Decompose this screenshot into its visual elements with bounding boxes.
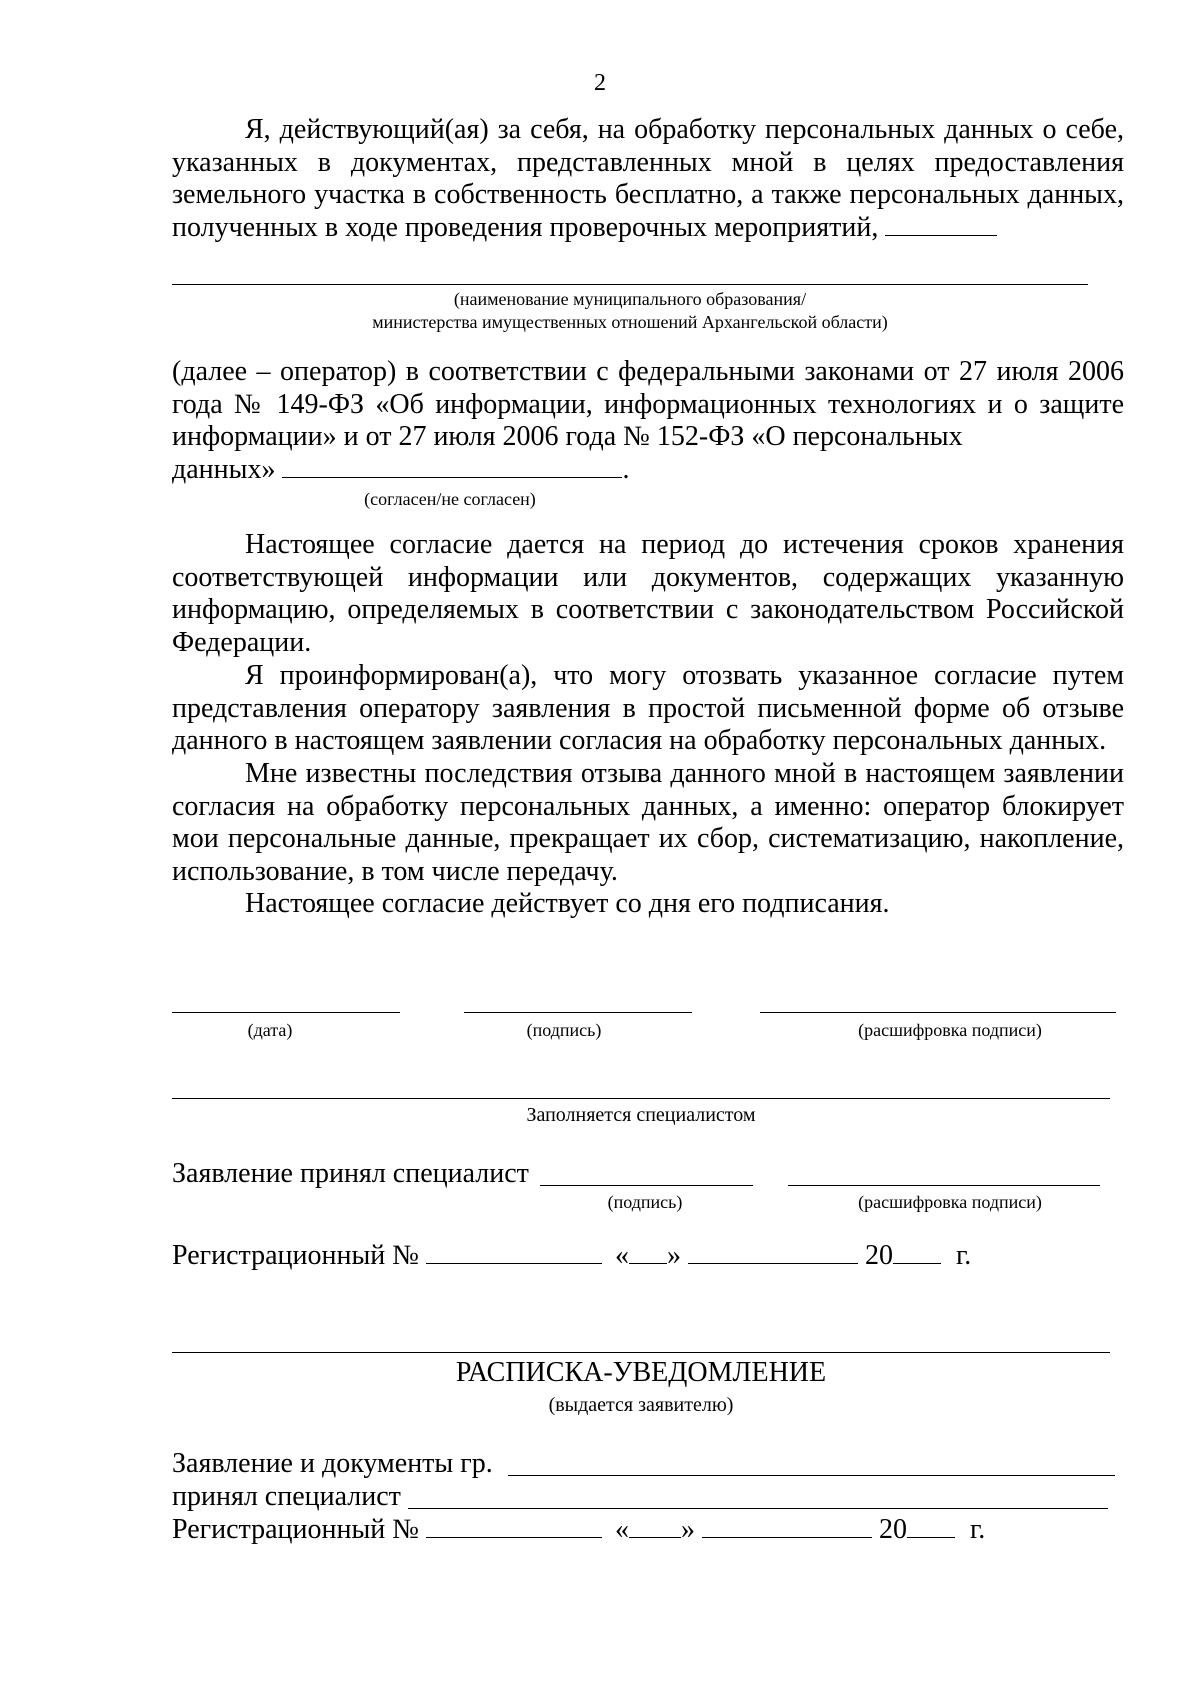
specialist-month-field[interactable] [688, 1241, 858, 1264]
consent-text-1: Я, действующий(ая) за себя, на обработку персональных данных о себе, указанных в документах, представленных мной в целях предоставления земельного участка в собственность бесплатно, а также персональных данных, полученных в ходе проведения проверочных мероприятий, [172, 114, 1124, 243]
specialist-year-prefix: 20 [864, 1240, 893, 1271]
consent-paragraph-1 [172, 114, 1124, 244]
specialist-accepted-label: Заявление принял специалист [172, 1158, 529, 1189]
receipt-accepted-row [172, 1481, 401, 1513]
specialist-day-field[interactable] [629, 1241, 667, 1264]
consent-paragraph-2: (далее – оператор) в соответствии с федеральными законами от 27 июля 2006 года № 149-ФЗ «Об информации, информационных технологиях и о защите информации» и от 27 июля 2006 года № 152-ФЗ «О персональных [172, 356, 1124, 452]
signature-caption: (подпись) [526, 1020, 602, 1040]
specialist-year-suffix: г. [955, 1240, 972, 1271]
specialist-divider [172, 1098, 1110, 1099]
receipt-year-suffix: г. [969, 1514, 986, 1545]
page-number: 2 [594, 70, 606, 96]
consent-paragraph-2-end: данных» . [172, 454, 630, 485]
specialist-decode-line[interactable] [788, 1185, 1100, 1186]
specialist-fill-caption: Заполняется специалистом [526, 1104, 756, 1126]
receipt-reg-label: Регистрационный № [172, 1514, 419, 1545]
date-caption: (дата) [247, 1020, 293, 1040]
specialist-year-field[interactable] [893, 1241, 941, 1264]
consent-paragraph-5: Мне известны последствия отзыва данного мной в настоящем заявлении согласия на обработку персональных данных, а именно: оператор блокирует мои персональные данные, прекращает их сбор, систематизацию, накопление, использование, в том числе передачу. [172, 758, 1124, 887]
operator-blank-start[interactable] [885, 213, 997, 236]
receipt-quote-open: « [614, 1514, 629, 1545]
receipt-quote-close: » [680, 1514, 695, 1545]
specialist-decode-caption: (расшифровка подписи) [858, 1192, 1042, 1212]
signature-decode-caption: (расшифровка подписи) [858, 1020, 1042, 1040]
specialist-registration-row [172, 1240, 971, 1272]
receipt-accepted-label: принял специалист [172, 1481, 401, 1512]
specialist-signature-line[interactable] [540, 1185, 753, 1186]
specialist-signature-caption: (подпись) [607, 1192, 683, 1212]
receipt-docs-row [172, 1448, 493, 1480]
specialist-reg-label: Регистрационный № [172, 1240, 419, 1271]
receipt-month-field[interactable] [702, 1515, 872, 1538]
receipt-reg-number-field[interactable] [426, 1515, 602, 1538]
operator-caption-1: (наименование муниципального образования/ [453, 289, 807, 309]
operator-name-line[interactable] [172, 284, 1088, 285]
consent-data-word: данных» [172, 454, 276, 485]
receipt-docs-label: Заявление и документы гр. [172, 1448, 493, 1479]
signature-decode-line[interactable] [760, 1012, 1116, 1013]
quote-close: » [666, 1240, 681, 1271]
receipt-title: РАСПИСКА-УВЕДОМЛЕНИЕ [455, 1357, 827, 1388]
receipt-year-field[interactable] [907, 1515, 955, 1538]
quote-open: « [614, 1240, 629, 1271]
agree-blank[interactable] [282, 455, 622, 478]
receipt-divider [172, 1352, 1110, 1353]
specialist-reg-number-field[interactable] [426, 1241, 602, 1264]
consent-paragraph-6: Настоящее согласие действует со дня его подписания. [245, 888, 890, 919]
receipt-subtitle: (выдается заявителю) [548, 1394, 734, 1416]
specialist-accepted-row [172, 1158, 529, 1190]
agree-caption: (согласен/не согласен) [364, 489, 536, 509]
receipt-day-field[interactable] [629, 1515, 681, 1538]
receipt-year-prefix: 20 [878, 1514, 907, 1545]
receipt-specialist-line[interactable] [408, 1508, 1108, 1509]
operator-caption-2: министерства имущественных отношений Архангельской области) [372, 312, 888, 332]
consent-paragraph-3: Настоящее согласие дается на период до истечения сроков хранения соответствующей информации или документов, содержащих указанную информацию, определяемых в соответствии с законодательством Российской Федерации. [172, 529, 1124, 658]
consent-paragraph-4: Я проинформирован(а), что могу отозвать указанное согласие путем представления оператору заявления в простой письменной форме об отзыве данного в настоящем заявлении согласия на обработку персональных данных. [172, 660, 1124, 756]
signature-line[interactable] [464, 1012, 692, 1013]
receipt-applicant-line[interactable] [508, 1475, 1115, 1476]
date-line[interactable] [172, 1012, 400, 1013]
receipt-registration-row [172, 1514, 985, 1546]
